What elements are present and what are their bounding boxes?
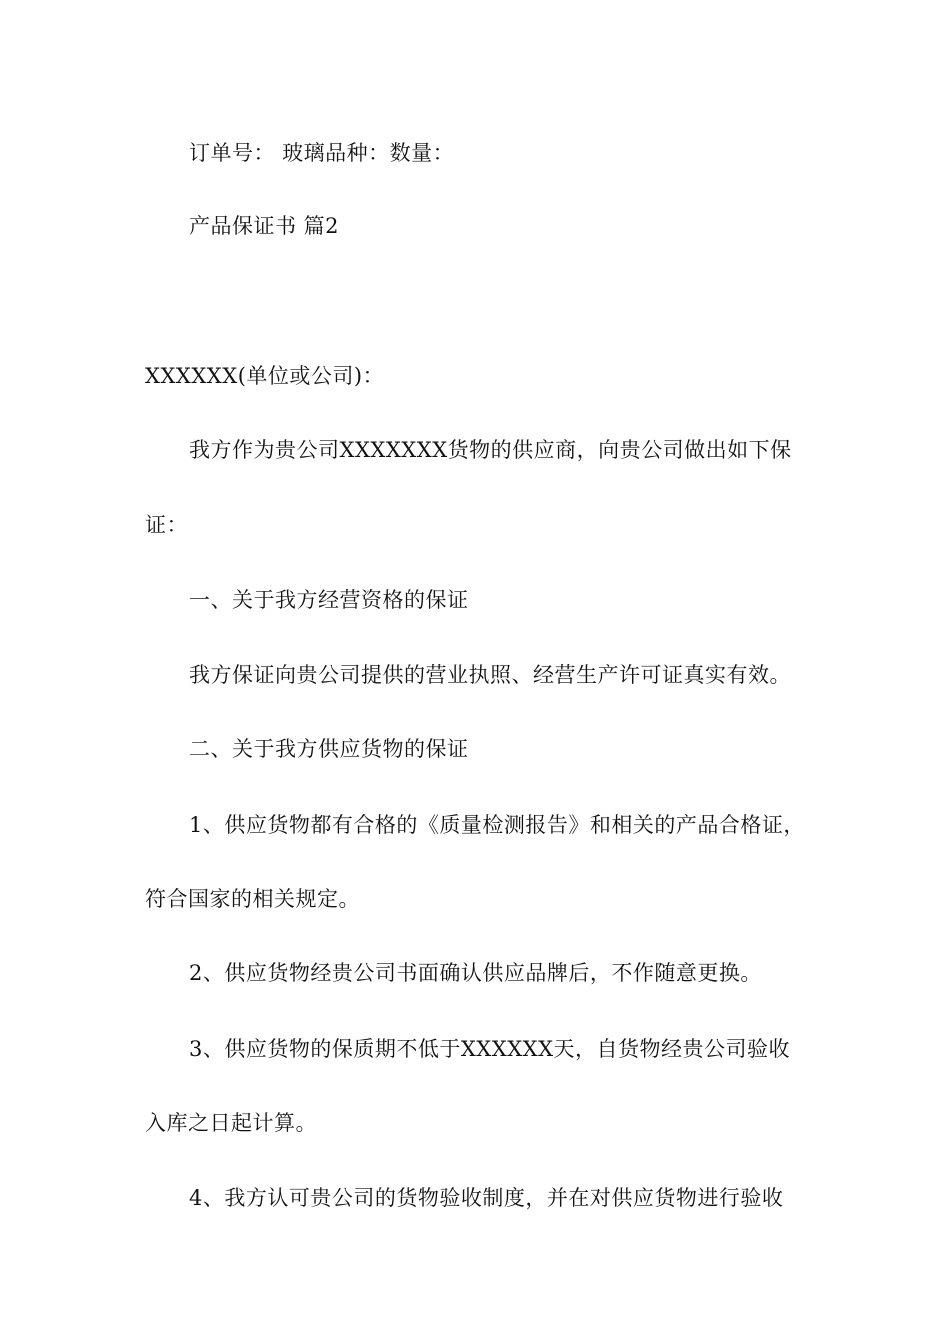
clause-heading: 二、关于我方供应货物的保证 [189, 737, 469, 761]
paragraph-line: 入库之日起计算。 [145, 1111, 317, 1135]
order-info-line: 订单号： 玻璃品种：数量： [189, 141, 455, 165]
paragraph-line: 2、供应货物经贵公司书面确认供应品牌后，不作随意更换。 [189, 961, 762, 985]
paragraph-line: 我方保证向贵公司提供的营业执照、经营生产许可证真实有效。 [189, 663, 791, 687]
section-title: 产品保证书 篇2 [189, 214, 340, 238]
addressee-line: XXXXXX(单位或公司)： [145, 364, 385, 388]
paragraph-line: 4、我方认可贵公司的货物验收制度，并在对供应货物进行验收 [189, 1186, 784, 1210]
paragraph-line: 1、供应货物都有合格的《质量检测报告》和相关的产品合格证， [189, 813, 805, 837]
paragraph-line: 我方作为贵公司XXXXXXX货物的供应商，向贵公司做出如下保 [189, 438, 792, 462]
paragraph-line: 证： [145, 513, 188, 537]
paragraph-line: 3、供应货物的保质期不低于XXXXXX天，自货物经贵公司验收 [189, 1037, 791, 1061]
clause-heading: 一、关于我方经营资格的保证 [189, 588, 469, 612]
paragraph-line: 符合国家的相关规定。 [145, 887, 360, 911]
